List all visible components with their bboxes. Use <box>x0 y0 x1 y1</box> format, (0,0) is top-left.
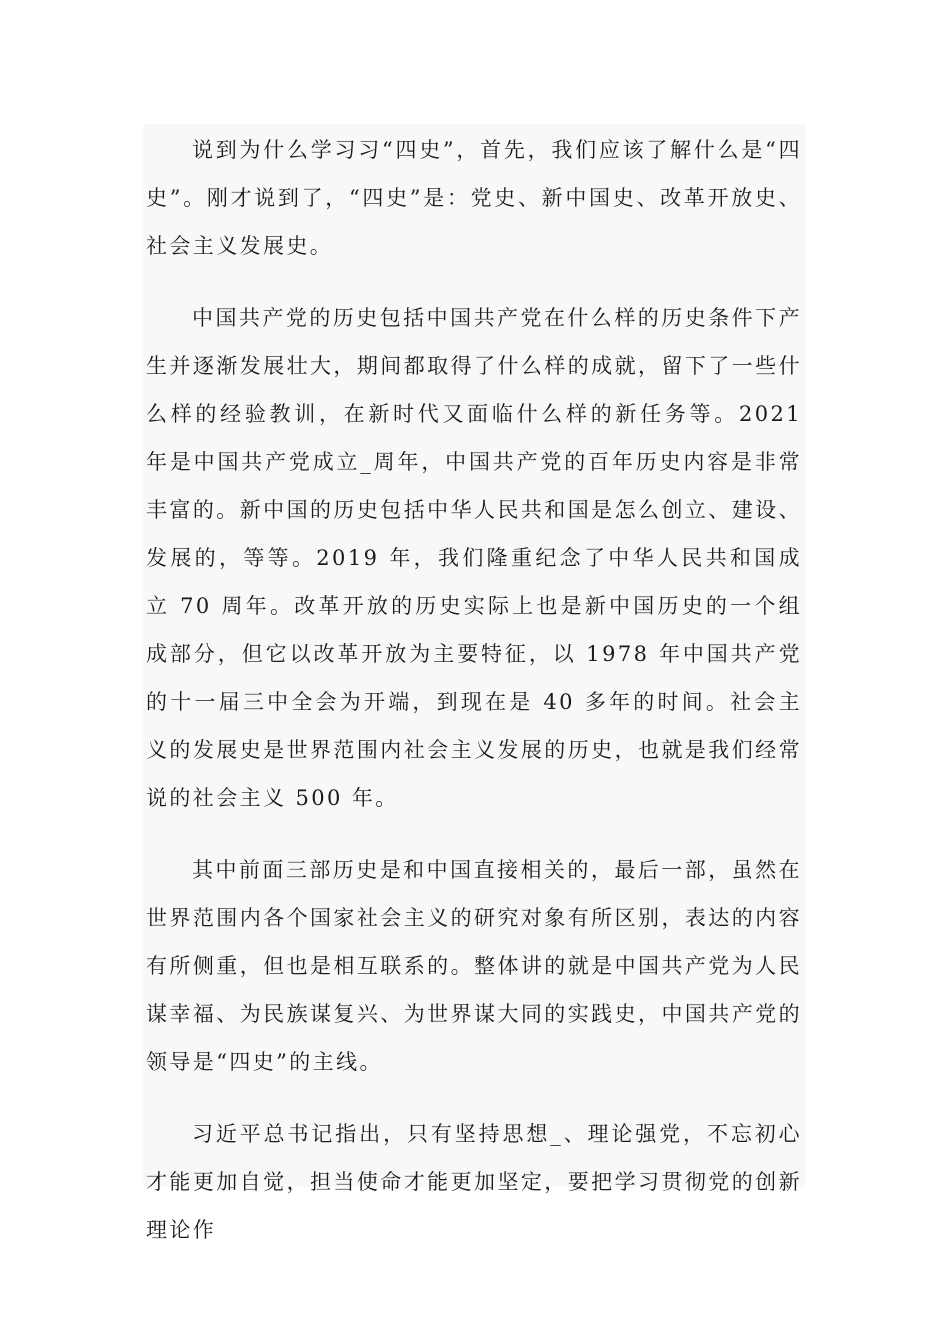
paragraph-relationship: 其中前面三部历史是和中国直接相关的，最后一部，虽然在世界范围内各个国家社会主义的研究对象有所区别，表达的内容有所侧重，但也是相互联系的。整体讲的就是中国共产党为人民谋幸福、为民族谋复兴、为世界谋大同的实践史，中国共产党的领导是“四史”的主线。 <box>146 858 802 1074</box>
paragraph-four-histories-intro: 说到为什么学习习“四史”，首先，我们应该了解什么是“四史”。刚才说到了，“四史”是：党史、新中国史、改革开放史、社会主义发展史。 <box>146 138 802 258</box>
paragraph-party-history: 中国共产党的历史包括中国共产党在什么样的历史条件下产生并逐渐发展壮大，期间都取得了什么样的成就，留下了一些什么样的经验教训，在新时代又面临什么样的新任务等。2021 年是中国共产党成立_周年，中国共产党的百年历史内容是非常丰富的。新中国的历史包括中华人民共和国是怎么创立、建设、发展的，等等。2019 年，我们隆重纪念了中华人民共和国成立 70 周年。改革开放的历史实际上也是新中国历史的一个组成部分，但它以改革开放为主要特征，以 1978 年中国共产党的十一届三中全会为开端，到现在是 40 多年的时间。社会主义的发展史是世界范围内社会主义发展的历史，也就是我们经常说的社会主义 500 年。 <box>146 306 802 810</box>
text-block <box>143 124 806 1242</box>
paragraph-xi-quote: 习近平总书记指出，只有坚持思想_、理论强党，不忘初心才能更加自觉，担当使命才能更加坚定，要把学习贯彻党的创新理论作 <box>146 1122 802 1242</box>
